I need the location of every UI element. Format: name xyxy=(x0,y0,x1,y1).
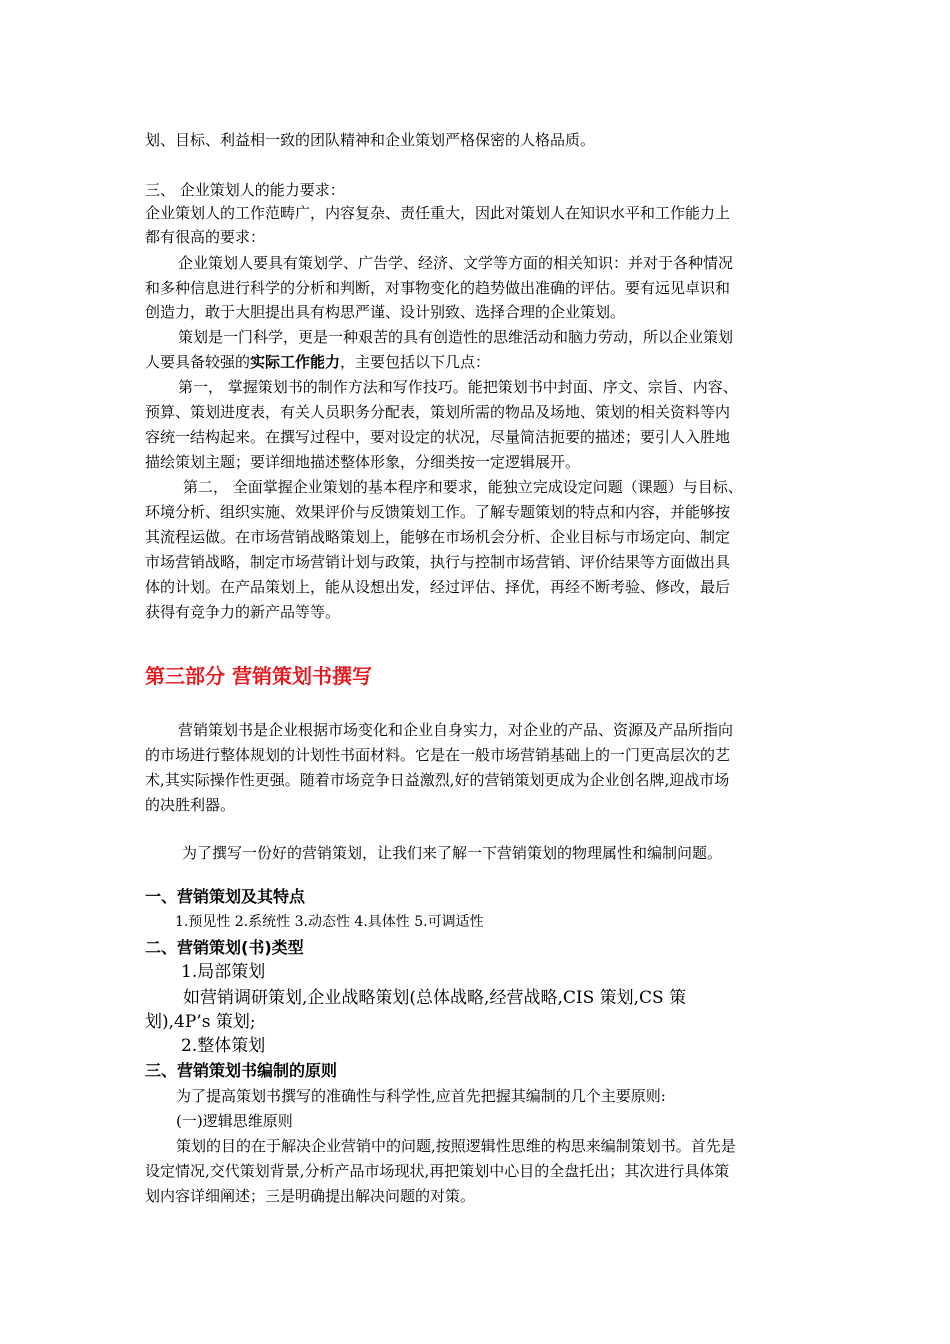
paragraph-line: 预算、策划进度表，有关人员职务分配表，策划所需的物品及场地、策划的相关资料等内 xyxy=(145,403,731,421)
list-item: 1.局部策划 xyxy=(181,962,266,982)
paragraph-line: 第一， 掌握策划书的制作方法和写作技巧。能把策划书中封面、序文、宗旨、内容、 xyxy=(178,378,738,396)
paragraph-line: 如营销调研策划,企业战略策划(总体战略,经营战略,CIS 策划,CS 策 xyxy=(183,988,687,1008)
part-title: 第三部分 营销策划书撰写 xyxy=(145,664,372,688)
paragraph-line: 其流程运做。在市场营销战略策划上，能够在市场机会分析、企业目标与市场定向、制定 xyxy=(145,528,731,546)
paragraph-line xyxy=(145,352,490,372)
paragraph-line: 体的计划。在产品策划上，能从设想出发，经过评估、择优，再经不断考验、修改，最后 xyxy=(145,578,731,596)
paragraph-line: 划、目标、利益相一致的团队精神和企业策划严格保密的人格品质。 xyxy=(145,131,596,149)
paragraph-line: 划内容详细阐述；三是明确提出解决问题的对策。 xyxy=(145,1187,476,1205)
paragraph-line: 都有很高的要求： xyxy=(145,228,266,246)
paragraph-line: 描绘策划主题；要详细地描述整体形象，分细类按一定逻辑展开。 xyxy=(145,453,581,471)
paragraph-line: 为了撰写一份好的营销策划，让我们来了解一下营销策划的物理属性和编制问题。 xyxy=(182,844,723,862)
paragraph-line: 环境分析、组织实施、效果评价与反馈策划工作。了解专题策划的特点和内容，并能够按 xyxy=(145,503,731,521)
paragraph-line: 划),4P’s 策划; xyxy=(145,1012,256,1032)
paragraph-line: 术,其实际操作性更强。随着市场竞争日益激烈,好的营销策划更成为企业创名牌,迎战市场 xyxy=(145,771,730,789)
paragraph-line: 创造力，敢于大胆提出具有构思严谨、设计别致、选择合理的企业策划。 xyxy=(145,303,626,321)
paragraph-line: 容统一结构起来。在撰写过程中，要对设定的状况，尽量简洁扼要的描述；要引人入胜地 xyxy=(145,428,731,446)
paragraph-line: 企业策划人的工作范畴广，内容复杂、责任重大，因此对策划人在知识水平和工作能力上 xyxy=(145,204,731,222)
paragraph-line: 的决胜利器。 xyxy=(145,796,236,814)
paragraph-line: 营销策划书是企业根据市场变化和企业自身实力，对企业的产品、资源及产品所指向 xyxy=(178,721,734,739)
paragraph-line: 和多种信息进行科学的分析和判断，对事物变化的趋势做出准确的评估。要有远见卓识和 xyxy=(145,279,731,297)
paragraph-line: 获得有竞争力的新产品等等。 xyxy=(145,603,341,621)
text-run: 人要具备较强的 xyxy=(145,353,251,371)
feature-list: 1.预见性 2.系统性 3.动态性 4.具体性 5.可调适性 xyxy=(175,914,484,930)
section-heading: 三、 企业策划人的能力要求： xyxy=(145,181,345,199)
paragraph-line: 市场营销战略，制定市场营销计划与政策，执行与控制市场营销、评价结果等方面做出具 xyxy=(145,553,731,571)
subsection-heading: 一、营销策划及其特点 xyxy=(145,887,306,906)
paragraph-line: 策划的目的在于解决企业营销中的问题,按照逻辑性思维的构思来编制策划书。首先是 xyxy=(176,1137,736,1155)
text-run: ，主要包括以下几点： xyxy=(340,353,491,371)
paragraph-line: 的市场进行整体规划的计划性书面材料。它是在一般市场营销基础上的一门更高层次的艺 xyxy=(145,746,731,764)
list-item: (一)逻辑思维原则 xyxy=(176,1112,293,1130)
paragraph-line: 企业策划人要具有策划学、广告学、经济、文学等方面的相关知识：并对于各种情况 xyxy=(178,254,734,272)
list-item: 2.整体策划 xyxy=(181,1036,266,1056)
paragraph-line: 第二， 全面掌握企业策划的基本程序和要求，能独立完成设定问题（课题）与目标、 xyxy=(183,478,743,496)
paragraph-line: 为了提高策划书撰写的准确性与科学性,应首先把握其编制的几个主要原则: xyxy=(176,1087,666,1105)
bold-phrase: 实际工作能力 xyxy=(250,353,341,371)
paragraph-line: 策划是一门科学，更是一种艰苦的具有创造性的思维活动和脑力劳动，所以企业策划 xyxy=(178,328,734,346)
subsection-heading: 二、营销策划(书)类型 xyxy=(145,938,304,957)
subsection-heading: 三、营销策划书编制的原则 xyxy=(145,1061,338,1080)
paragraph-line: 设定情况,交代策划背景,分析产品市场现状,再把策划中心目的全盘托出；其次进行具体策 xyxy=(145,1162,730,1180)
